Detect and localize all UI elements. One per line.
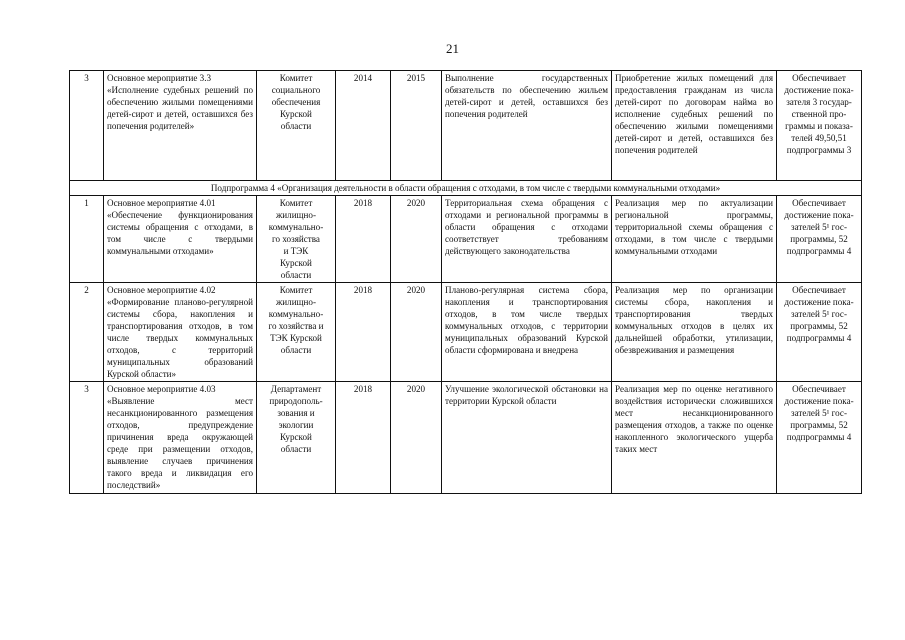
indicator-link: Обеспечивает достижение пока- зателя 3 государ- ственной про- граммы и показа- телей 49,50,51 подпрограммы 3 <box>777 71 862 181</box>
expected-result: Планово-регулярная система сбора, накопления и транспортирования отходов, в том числе твердых коммунальных отходов, с территории муниципальных образований Курской области сформирована и внедрена <box>442 283 612 382</box>
responsible-executor: Департамент природополь- зования и экологии Курской области <box>257 382 336 494</box>
measures-table <box>69 70 862 494</box>
end-year: 2020 <box>391 196 442 283</box>
subprogram-row <box>70 181 862 196</box>
measure-name: Основное мероприятие 4.01 «Обеспечение функционирования системы обращения с отходами, в том числе с твердыми коммунальными отходами» <box>104 196 257 283</box>
end-year: 2020 <box>391 283 442 382</box>
table-row <box>70 196 862 283</box>
expected-result: Улучшение экологической обстановки на территории Курской области <box>442 382 612 494</box>
row-number: 3 <box>70 71 104 181</box>
row-number: 1 <box>70 196 104 283</box>
row-number: 2 <box>70 283 104 382</box>
start-year: 2018 <box>336 196 391 283</box>
measure-name: Основное мероприятие 4.02 «Формирование планово-регулярной системы сбора, накопления и транспортирования отходов, в том числе твердых коммунальных отходов, с территорий муниципальных образований Курской области» <box>104 283 257 382</box>
indicator-link: Обеспечивает достижение пока- зателей 5¹ гос- программы, 52 подпрограммы 4 <box>777 196 862 283</box>
table-row <box>70 382 862 494</box>
start-year: 2018 <box>336 283 391 382</box>
table-row <box>70 71 862 181</box>
measure-name: Основное мероприятие 4.03 «Выявление мест несанкционированного размещения отходов, предупреждение причинения вреда окружающей среде при размещении отходов, выявление случаев причинения такого вреда и ликвидация его последствий» <box>104 382 257 494</box>
responsible-executor: Комитет жилищно- коммунально- го хозяйства и ТЭК Курской области <box>257 283 336 382</box>
responsible-executor: Комитет жилищно- коммунально- го хозяйства и ТЭК Курской области <box>257 196 336 283</box>
main-directions: Реализация мер по актуализации региональной программы, территориальной схемы обращения с отходами, в том числе с твердыми коммунальными отходами <box>612 196 777 283</box>
start-year: 2018 <box>336 382 391 494</box>
expected-result: Выполнение государственных обязательств по обеспечению жильем детей-сирот и детей, оставшихся без попечения родителей <box>442 71 612 181</box>
table-row <box>70 283 862 382</box>
main-directions: Приобретение жилых помещений для предоставления гражданам из числа детей-сирот по договорам найма во исполнение судебных решений по обеспечению жилыми помещениями детей-сирот и детей, оставшихся без попечения родителей <box>612 71 777 181</box>
main-directions: Реализация мер по оценке негативного воздействия исторически сложившихся мест несанкционированного размещения отходов, а также по оценке накопленного экологического ущерба таких мест <box>612 382 777 494</box>
main-directions: Реализация мер по организации системы сбора, накопления и транспортирования твердых коммунальных отходов в целях их дальнейшей обработки, утилизации, обезвреживания и размещения <box>612 283 777 382</box>
measure-name: Основное мероприятие 3.3 «Исполнение судебных решений по обеспечению жилыми помещениями детей-сирот и детей, оставшихся без попечения родителей» <box>104 71 257 181</box>
indicator-link: Обеспечивает достижение пока- зателей 5¹ гос- программы, 52 подпрограммы 4 <box>777 382 862 494</box>
page-number: 21 <box>446 41 459 56</box>
indicator-link: Обеспечивает достижение пока- зателей 5¹ гос- программы, 52 подпрограммы 4 <box>777 283 862 382</box>
expected-result: Территориальная схема обращения с отходами и региональной программы в области обращения с отходами соответствует требованиям действующего законодательства <box>442 196 612 283</box>
end-year: 2015 <box>391 71 442 181</box>
row-number: 3 <box>70 382 104 494</box>
end-year: 2020 <box>391 382 442 494</box>
responsible-executor: Комитет социального обеспечения Курской области <box>257 71 336 181</box>
subprogram-title: Подпрограмма 4 «Организация деятельности в области обращения с отходами, в том числе с твердыми коммунальными отходами» <box>70 181 862 196</box>
start-year: 2014 <box>336 71 391 181</box>
